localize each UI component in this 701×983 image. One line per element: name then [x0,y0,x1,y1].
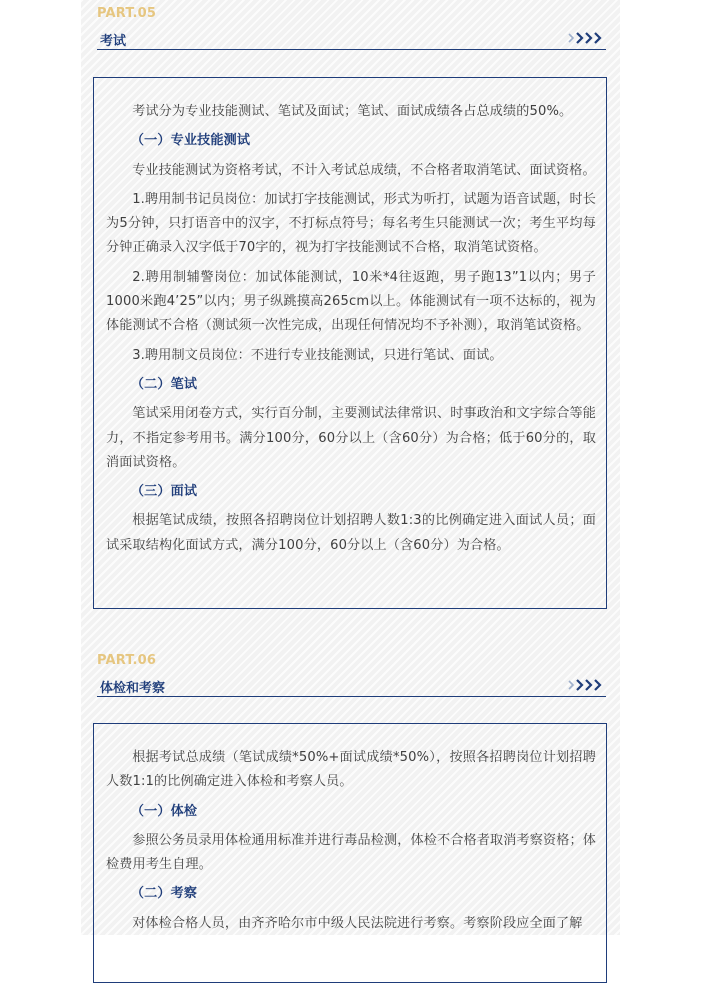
part05-title-bar [97,27,606,50]
body-paragraph: 对体检合格人员，由齐齐哈尔市中级人民法院进行考察。考察阶段应全面了解 [132,915,583,931]
body-paragraph: 根据笔试成绩，按照各招聘岗位计划招聘人数1:3的比例确定进入面试人员；面试采取结构化面试方式，满分100分，60分以上（含60分）为合格。 [106,513,596,553]
part06-title-bar [97,674,606,697]
body-paragraph: 笔试采用闭卷方式，实行百分制，主要测试法律常识、时事政治和文字综合等能力，不指定参考用书。满分100分，60分以上（含60分）为合格；低于60分的，取消面试资格。 [106,406,596,470]
body-paragraph: 专业技能测试为资格考试，不计入考试总成绩，不合格者取消笔试、面试资格。 [132,162,596,178]
body-paragraph: 考试分为专业技能测试、笔试及面试；笔试、面试成绩各占总成绩的50%。 [132,104,573,119]
chevrons-right-icon [568,678,604,692]
part05-title: 考试 [100,34,127,49]
section-subheading: （一）专业技能测试 [130,133,251,149]
section-subheading: （一）体检 [130,803,198,819]
section-subheading: （二）笔试 [130,376,198,392]
part05-content-box [93,77,607,609]
body-paragraph: 3.聘用制文员岗位：不进行专业技能测试，只进行笔试、面试。 [132,347,503,363]
section-subheading: （三）面试 [130,484,198,500]
chevrons-right-icon [568,31,604,45]
part05-label: PART.05 [97,6,157,21]
body-paragraph: 1.聘用制书记员岗位：加试打字技能测试，形式为听打，试题为语音试题，时长为5分钟，只打语音中的汉字，不打标点符号；每名考生只能测试一次；考生平均每分钟正确录入汉字低于70字的，视为打字技能测试不合格，取消笔试资格。 [106,191,596,256]
part06-title: 体检和考察 [100,681,166,696]
body-paragraph: 参照公务员录用体检通用标准并进行毒品检测，体检不合格者取消考察资格；体检费用考生自理。 [106,832,596,873]
section-subheading: （二）考察 [130,886,198,902]
body-paragraph: 根据考试总成绩（笔试成绩*50%+面试成绩*50%），按照各招聘岗位计划招聘人数1:1的比例确定进入体检和考察人员。 [106,750,596,790]
part06-content-box [93,723,607,983]
part06-label: PART.06 [97,653,157,668]
body-paragraph: 2.聘用制辅警岗位：加试体能测试，10米*4往返跑，男子跑13”1以内；男子1000米跑4’25”以内；男子纵跳摸高265cm以上。体能测试有一项不达标的，视为体能测试不合格（测试须一次性完成，出现任何情况均不予补测），取消笔试资格。 [106,269,596,334]
